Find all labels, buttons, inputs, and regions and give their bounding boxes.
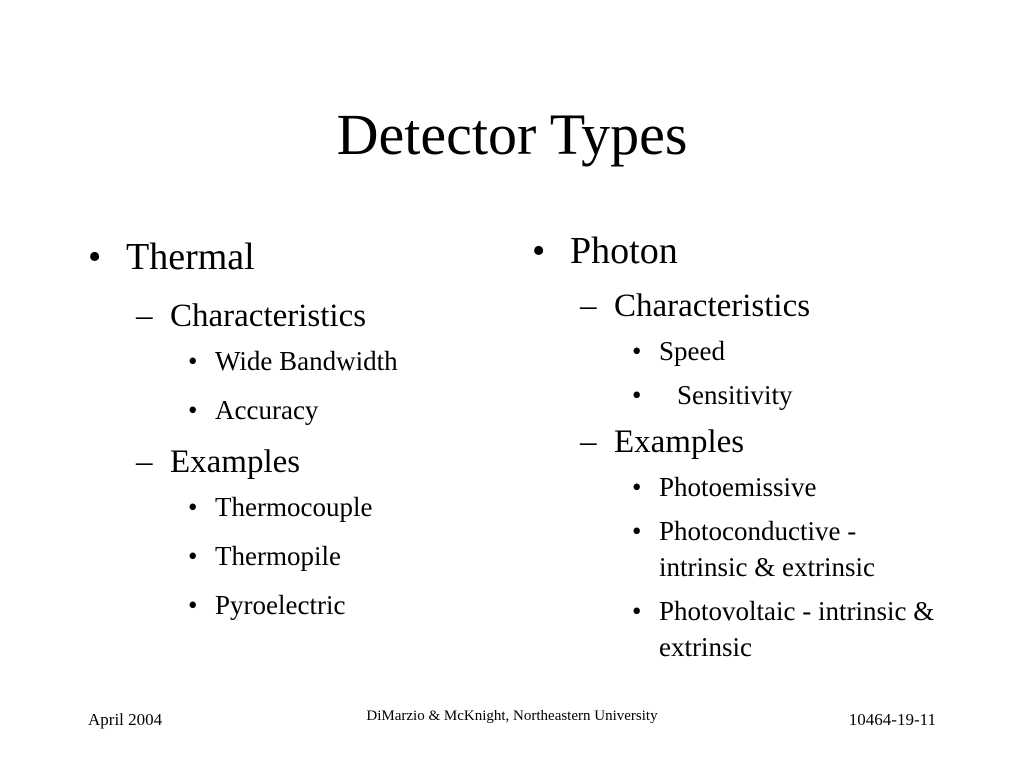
list-item-text: Speed: [659, 336, 725, 366]
footer-authors: DiMarzio & McKnight, Northeastern University: [366, 708, 658, 724]
level3-item: [532, 513, 949, 585]
dash-icon: –: [136, 444, 153, 480]
level3-item: [532, 377, 992, 413]
bullet-icon: •: [188, 541, 198, 571]
bullet-icon: •: [88, 236, 102, 278]
level3-item: [532, 593, 949, 665]
list-item-text: Photoemissive: [659, 472, 817, 502]
bullet-icon: •: [188, 590, 198, 620]
level2-item-examples: [532, 421, 992, 463]
heading-thermal: Thermal: [126, 236, 255, 278]
list-item-text: Wide Bandwidth: [215, 346, 398, 376]
level3-item: [532, 333, 992, 369]
bullet-icon: •: [188, 346, 198, 376]
dash-icon: –: [580, 424, 597, 460]
level2-item-characteristics: [532, 285, 992, 327]
bullet-icon: •: [632, 516, 642, 546]
right-column: [532, 227, 992, 665]
level2-item-examples: [88, 441, 488, 483]
bullet-icon: •: [632, 472, 642, 502]
level3-item: [532, 469, 992, 505]
level1-item-photon: [532, 227, 992, 275]
level3-item: [88, 343, 488, 379]
level2-item-characteristics: [88, 295, 488, 337]
dash-icon: –: [136, 298, 153, 334]
bullet-icon: •: [532, 230, 546, 272]
bullet-icon: •: [632, 336, 642, 366]
bullet-icon: •: [632, 380, 642, 410]
section-label: Examples: [170, 444, 301, 480]
bullet-icon: •: [188, 492, 198, 522]
section-label: Examples: [614, 424, 745, 460]
list-item-text: Pyroelectric: [215, 590, 346, 620]
footer-date: April 2004: [88, 710, 163, 729]
list-item-text: Photovoltaic - intrinsic & extrinsic: [659, 596, 935, 662]
list-item-text: Sensitivity: [677, 380, 793, 410]
level3-item: [88, 587, 488, 623]
bullet-icon: •: [632, 596, 642, 626]
list-item-text: Accuracy: [215, 395, 319, 425]
bullet-icon: •: [188, 395, 198, 425]
left-column: [88, 233, 488, 623]
footer-slide-number: 10464-19-11: [848, 710, 936, 729]
list-item-text: Thermopile: [215, 541, 341, 571]
level3-item: [88, 392, 488, 428]
level3-item: [88, 538, 488, 574]
heading-photon: Photon: [570, 230, 678, 272]
section-label: Characteristics: [170, 298, 367, 334]
level1-item-thermal: [88, 233, 488, 281]
list-item-text: Photoconductive - intrinsic & extrinsic: [659, 516, 875, 582]
list-item-text: Thermocouple: [215, 492, 373, 522]
slide-title: Detector Types: [336, 102, 688, 167]
dash-icon: –: [580, 288, 597, 324]
level3-item: [88, 489, 488, 525]
section-label: Characteristics: [614, 288, 811, 324]
